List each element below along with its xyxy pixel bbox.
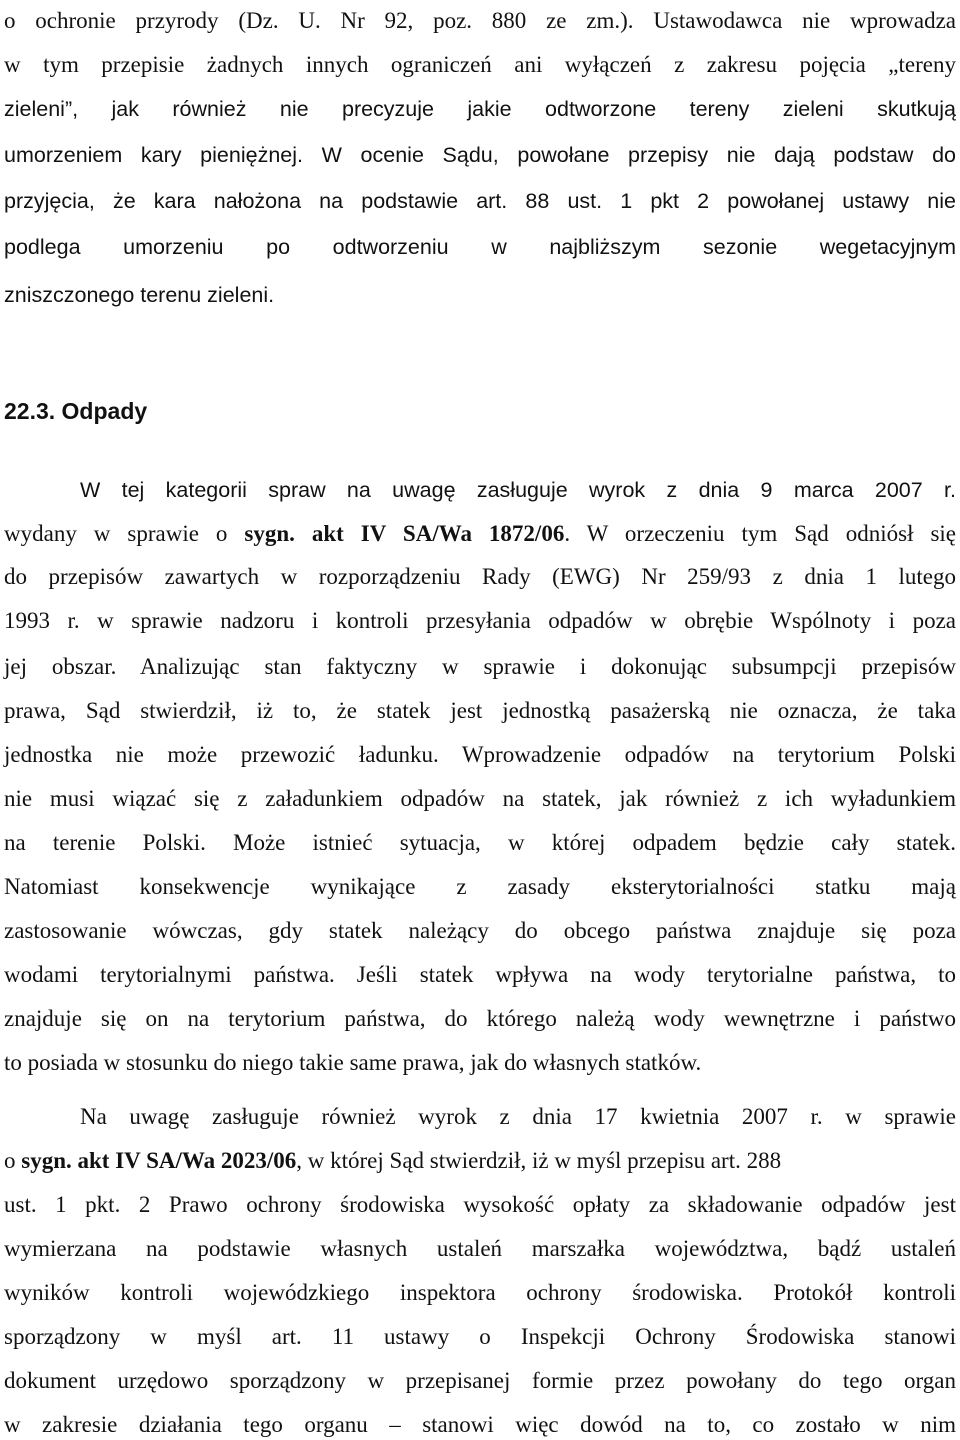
section-heading: 22.3. Odpady <box>4 398 148 424</box>
text-segment: ust. 1 pkt. 2 Prawo ochrony środowiska wysokość opłaty za składowanie odpadów jest <box>4 1192 956 1217</box>
case-signature: sygn. akt IV SA/Wa 2023/06 <box>21 1148 297 1173</box>
text-line <box>4 6 956 36</box>
text-segment: zniszczonego terenu zieleni. <box>4 283 275 307</box>
text-line <box>4 140 956 170</box>
text-line <box>4 740 956 770</box>
text-line <box>4 1322 956 1352</box>
text-segment: Ustawodawca nie wprowadza <box>653 8 956 33</box>
text-segment: w tym przepisie żadnych innych ograniczeń ani wyłączeń z zakresu pojęcia „tereny <box>4 52 956 77</box>
text-line <box>4 1234 956 1264</box>
text-line <box>4 696 956 726</box>
text-line <box>4 652 956 682</box>
case-signature: sygn. akt IV SA/Wa 1872/06 <box>244 521 565 546</box>
text-segment: o ochronie przyrody (Dz. U. Nr 92, poz. 880 ze zm.). <box>4 8 654 33</box>
text-segment: podlega umorzeniu po odtworzeniu w najbliższym sezonie wegetacyjnym <box>4 235 956 259</box>
text-segment: , w której Sąd stwierdził, iż w myśl przepisu art. 288 <box>296 1148 782 1173</box>
text-segment: jednostka nie może przewozić ładunku. Wprowadzenie odpadów na terytorium Polski <box>4 742 956 767</box>
text-line <box>4 94 956 124</box>
text-line <box>4 1146 956 1176</box>
text-segment: prawa, Sąd stwierdził, iż to, że statek jest jednostką pasażerską nie oznacza, że taka <box>4 698 956 723</box>
text-line <box>4 960 956 990</box>
text-line <box>4 784 956 814</box>
text-segment: 1 pkt 2 powołanej ustawy nie <box>620 189 956 213</box>
text-segment: zieleni”, jak również nie precyzuje jakie odtworzone tereny zieleni skutkują <box>4 97 956 121</box>
text-segment: wymierzana na podstawie własnych ustaleń marszałka województwa, bądź ustaleń <box>4 1236 956 1261</box>
text-segment: sporządzony w myśl art. 11 ustawy o Inspekcji Ochrony Środowiska stanowi <box>4 1324 956 1349</box>
text-segment: o <box>4 1148 22 1173</box>
text-line <box>80 475 956 505</box>
text-line <box>4 606 956 636</box>
text-line <box>4 1190 956 1220</box>
text-segment: W ocenie Sądu, powołane przepisy nie dają podstaw do <box>321 143 956 167</box>
text-segment: nie musi wiązać się z załadunkiem odpadów na statek, jak również z ich wyładunkiem <box>4 786 956 811</box>
text-segment: przyjęcia, że kara nałożona na podstawie art. 88 ust. <box>4 189 621 213</box>
text-line <box>4 872 956 902</box>
text-line <box>4 1048 956 1078</box>
text-segment: to posiada w stosunku do niego takie same prawa, jak do własnych statków. <box>4 1050 702 1075</box>
text-segment: zastosowanie wówczas, gdy statek należący do obcego państwa znajduje się poza <box>4 918 956 943</box>
text-line <box>4 1004 956 1034</box>
text-line <box>4 232 956 262</box>
text-segment: na terenie Polski. Może istnieć sytuacja, w której odpadem będzie cały statek. <box>4 830 956 855</box>
text-segment: Na uwagę zasługuje również wyrok z dnia 17 kwietnia 2007 r. w sprawie <box>80 1104 956 1129</box>
text-line <box>80 1102 956 1132</box>
text-segment: Natomiast konsekwencje wynikające z zasady eksterytorialności statku mają <box>4 874 956 899</box>
text-line <box>4 1366 956 1396</box>
text-segment: do przepisów zawartych w rozporządzeniu Rady (EWG) Nr 259/93 z dnia 1 lutego <box>4 564 956 589</box>
text-segment: znajduje się on na terytorium państwa, do którego należą wody wewnętrzne i państwo <box>4 1006 956 1031</box>
text-segment: dokument urzędowo sporządzony w przepisanej formie przez powołany do tego organ <box>4 1368 956 1393</box>
text-line <box>4 186 956 216</box>
text-segment: . W orzeczeniu tym Sąd odniósł się <box>564 521 956 546</box>
text-line <box>4 828 956 858</box>
text-segment: jej obszar. Analizując stan faktyczny w sprawie i dokonując subsumpcji przepisów <box>4 654 956 679</box>
text-line <box>4 916 956 946</box>
text-segment: wydany w sprawie o <box>4 521 245 546</box>
text-line <box>4 519 956 549</box>
text-line <box>4 50 956 80</box>
text-segment: W tej kategorii spraw na uwagę zasługuje wyrok z dnia 9 marca 2007 r. <box>80 478 956 502</box>
text-line <box>4 280 956 310</box>
text-segment: wodami terytorialnymi państwa. Jeśli statek wpływa na wody terytorialne państwa, to <box>4 962 956 987</box>
text-segment: umorzeniem kary pieniężnej. <box>4 143 322 167</box>
text-segment: w zakresie działania tego organu – stanowi więc dowód na to, co zostało w nim <box>4 1412 956 1437</box>
text-line <box>4 1278 956 1308</box>
text-segment: wyników kontroli wojewódzkiego inspektora ochrony środowiska. Protokół kontroli <box>4 1280 956 1305</box>
text-line <box>4 562 956 592</box>
text-segment: 1993 r. w sprawie nadzoru i kontroli przesyłania odpadów w obrębie Wspólnoty i poza <box>4 608 956 633</box>
text-line <box>4 1410 956 1440</box>
